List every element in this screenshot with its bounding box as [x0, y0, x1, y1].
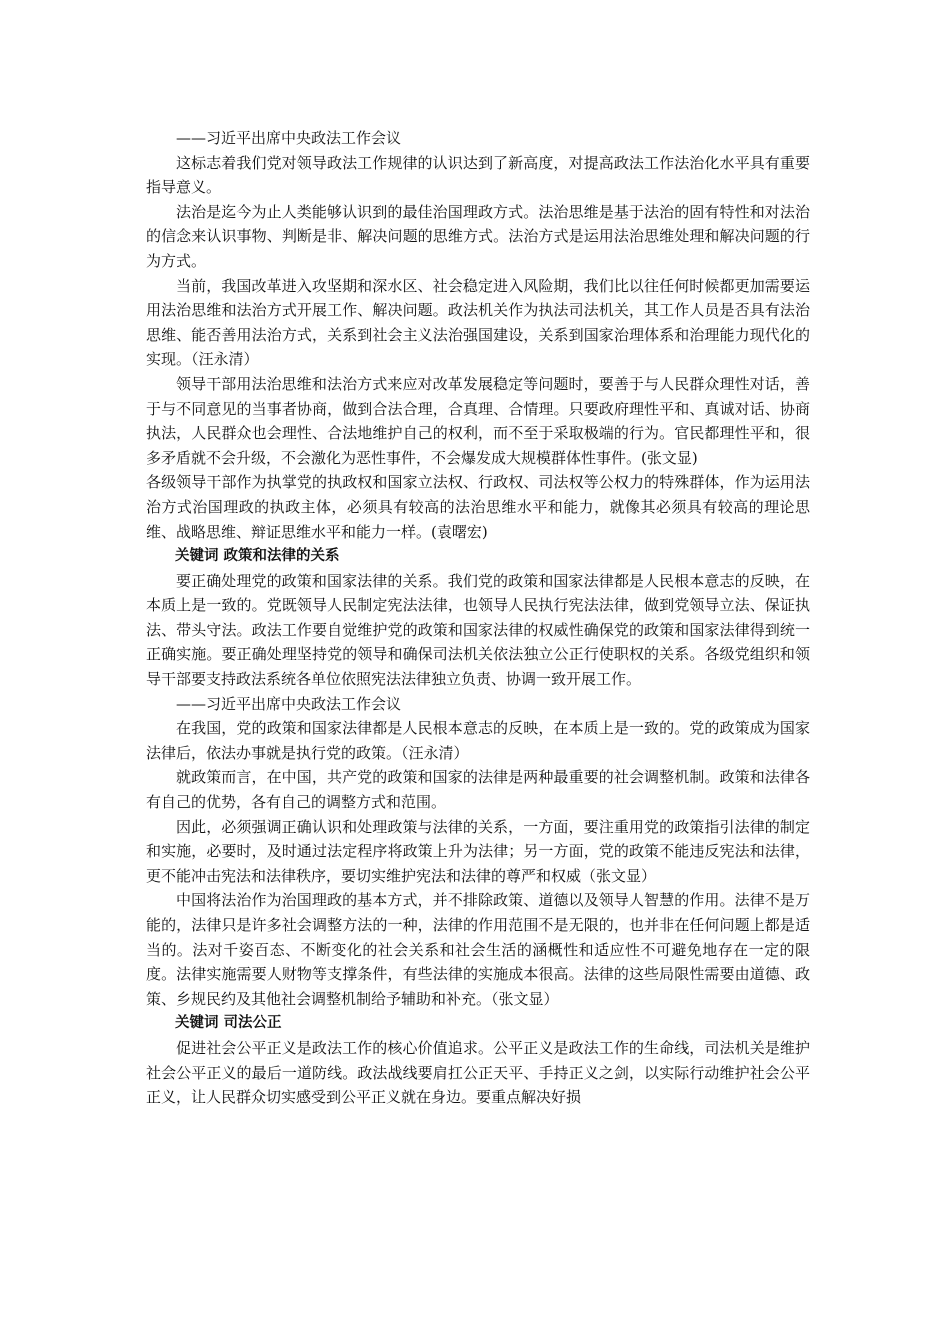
paragraph: 法治是迄今为止人类能够认识到的最佳治国理政方式。法治思维是基于法治的固有特性和对法治的信念来认识事物、判断是非、解决问题的思维方式。法治方式是运用法治思维处理和解决问题的行为方式。	[146, 202, 810, 270]
paragraph: 因此，必须强调正确认识和处理政策与法律的关系，一方面，要注重用党的政策指引法律的制定和实施，必要时，及时通过法定程序将政策上升为法律；另一方面，党的政策不能违反宪法和法律，更不能冲击宪法和法律秩序，要切实维护宪法和法律的尊严和权威（张文显）	[146, 817, 810, 885]
paragraph: 各级领导干部作为执掌党的执政权和国家立法权、行政权、司法权等公权力的特殊群体，作为运用法治方式治国理政的执政主体，必须具有较高的法治思维水平和能力，就像其必须具有较高的理论思维、战略思维、辩证思维水平和能力一样。(袁曙宏)	[146, 473, 810, 541]
paragraph: 促进社会公平正义是政法工作的核心价值追求。公平正义是政法工作的生命线，司法机关是维护社会公平正义的最后一道防线。政法战线要肩扛公正天平、手持正义之剑，以实际行动维护社会公平正义，让人民群众切实感受到公平正义就在身边。要重点解决好损	[146, 1038, 810, 1107]
section-heading: 关键词 政策和法律的关系	[175, 548, 340, 565]
paragraph: ——习近平出席中央政法工作会议	[176, 129, 402, 147]
paragraph: 中国将法治作为治国理政的基本方式，并不排除政策、道德以及领导人智慧的作用。法律不是万能的，法律只是许多社会调整方法的一种，法律的作用范围不是无限的，也并非在任何问题上都是适当的。法对千姿百态、不断变化的社会关系和社会生活的涵概性和适应性不可避免地存在一定的限度。法律实施需要人财物等支撑条件，有些法律的实施成本很高。法律的这些局限性需要由道德、政策、乡规民约及其他社会调整机制给予辅助和补充。（张文显）	[146, 891, 810, 1008]
section-heading: 关键词 司法公正	[175, 1015, 282, 1032]
paragraph: 要正确处理党的政策和国家法律的关系。我们党的政策和国家法律都是人民根本意志的反映，在本质上是一致的。党既领导人民制定宪法法律，也领导人民执行宪法法律，做到党领导立法、保证执法、带头守法。政法工作要自觉维护党的政策和国家法律的权威性确保党的政策和国家法律得到统一正确实施。要正确处理坚持党的领导和确保司法机关依法独立公正行使职权的关系。各级党组织和领导干部要支持政法系统各单位依照宪法法律独立负责、协调一致开展工作。	[146, 571, 810, 689]
paragraph: 领导干部用法治思维和法治方式来应对改革发展稳定等问题时，要善于与人民群众理性对话，善于与不同意见的当事者协商，做到合法合理，合真理、合情理。只要政府理性平和、真诚对话、协商执法，人民群众也会理性、合法地维护自己的权利，而不至于采取极端的行为。官民都理性平和，很多矛盾就不会升级，不会激化为恶性事件，不会爆发成大规模群体性事件。(张文显)	[146, 374, 810, 467]
paragraph: 这标志着我们党对领导政法工作规律的认识达到了新高度，对提高政法工作法治化水平具有重要指导意义。	[146, 153, 810, 197]
paragraph: 就政策而言，在中国，共产党的政策和国家的法律是两种最重要的社会调整机制。政策和法律各有自己的优势，各有自己的调整方式和范围。	[146, 768, 810, 812]
paragraph: 在我国，党的政策和国家法律都是人民根本意志的反映，在本质上是一致的。党的政策成为国家法律后，依法办事就是执行党的政策。（汪永清）	[146, 719, 810, 762]
paragraph: 当前，我国改革进入攻坚期和深水区、社会稳定进入风险期，我们比以往任何时候都更加需要运用法治思维和法治方式开展工作、解决问题。政法机关作为执法司法机关，其工作人员是否具有法治思维、能否善用法治方式，关系到社会主义法治强国建设，关系到国家治理体系和治理能力现代化的实现。（汪永清）	[146, 276, 810, 369]
document-body	[146, 126, 810, 1110]
paragraph: ——习近平出席中央政法工作会议	[176, 694, 402, 713]
